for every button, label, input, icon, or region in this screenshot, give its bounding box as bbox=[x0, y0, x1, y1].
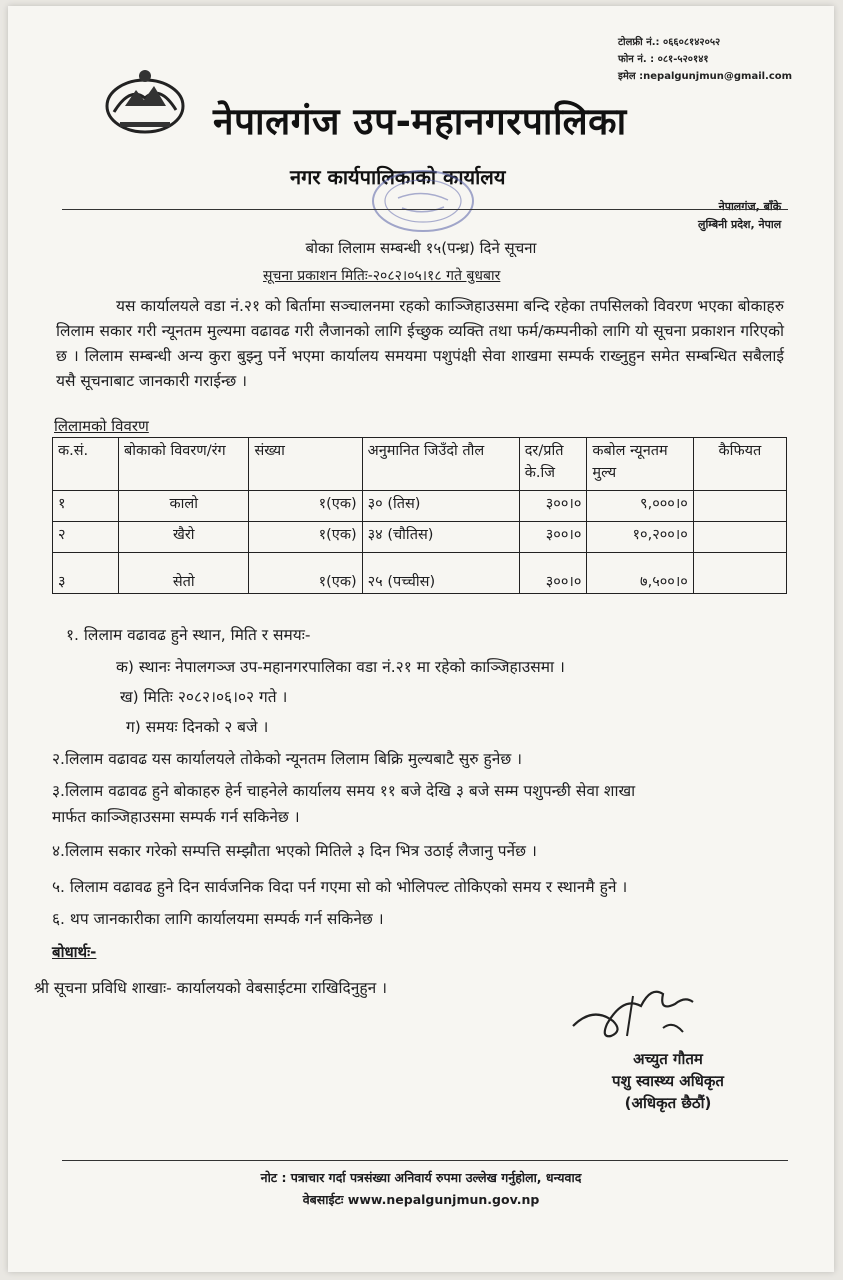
cell-rate: ३००।० bbox=[519, 553, 587, 594]
cell-serial: १ bbox=[53, 491, 119, 522]
cell-description: कालो bbox=[119, 491, 249, 522]
table-row bbox=[53, 553, 787, 594]
notice-title: बोका लिलाम सम्बन्धी १५(पन्ध्र) दिने सूचना bbox=[305, 239, 537, 257]
header-divider bbox=[62, 209, 788, 210]
cell-rate: ३००।० bbox=[519, 522, 587, 553]
table-caption: लिलामको विवरण bbox=[54, 417, 149, 435]
condition-1-place: क) स्थानः नेपालगञ्ज उप-महानगरपालिका वडा नं.२१ मा रहेको काञ्जिहाउसमा । bbox=[116, 658, 565, 676]
nepal-emblem-logo bbox=[100, 66, 190, 136]
signatory-block bbox=[568, 1048, 768, 1114]
organization-name: नेपालगंज उप-महानगरपालिका bbox=[213, 100, 627, 143]
condition-1-date: ख) मितिः २०८२।०६।०२ गते । bbox=[120, 688, 288, 706]
cell-weight: ३४ (चौतिस) bbox=[362, 522, 519, 553]
table-header-row bbox=[53, 438, 787, 491]
cc-heading: बोधार्थः- bbox=[52, 943, 97, 961]
cell-remarks bbox=[693, 491, 786, 522]
cell-quantity: १(एक) bbox=[249, 491, 362, 522]
office-address bbox=[698, 198, 781, 234]
address-city: नेपालगंज, बाँके bbox=[718, 200, 782, 213]
header-rate: दर/प्रति के.जि bbox=[519, 438, 587, 491]
condition-4: ४.लिलाम सकार गरेको सम्पत्ति सम्झौता भएको मितिले ३ दिन भित्र उठाई लैजानु पर्नेछ । bbox=[52, 842, 537, 860]
cell-remarks bbox=[693, 553, 786, 594]
publish-date: सूचना प्रकाशन मितिः-२०८२।०५।१८ गते बुधबार bbox=[263, 268, 501, 284]
auction-details-table bbox=[52, 437, 787, 594]
phone-number: फोन नं. : ०८१-५२०१४१ bbox=[618, 54, 709, 65]
tollfree-number: टोलफ्री नं.: ०६६०८१४२०५२ bbox=[618, 37, 721, 48]
cell-description: सेतो bbox=[119, 553, 249, 594]
condition-1-time: ग) समयः दिनको २ बजे । bbox=[126, 718, 269, 736]
cell-min-price: ७,५००।० bbox=[587, 553, 693, 594]
cell-rate: ३००।० bbox=[519, 491, 587, 522]
condition-6: ६. थप जानकारीका लागि कार्यालयमा सम्पर्क गर्न सकिनेछ । bbox=[52, 910, 384, 928]
notice-document bbox=[8, 6, 834, 1272]
contact-block bbox=[618, 34, 792, 85]
cell-weight: ३० (तिस) bbox=[362, 491, 519, 522]
cell-min-price: १०,२००।० bbox=[587, 522, 693, 553]
cell-min-price: ९,०००।० bbox=[587, 491, 693, 522]
header-min-price: कबोल न्यूनतम मुल्य bbox=[587, 438, 693, 491]
cell-serial: ३ bbox=[53, 553, 119, 594]
table-row bbox=[53, 522, 787, 553]
header-quantity: संख्या bbox=[249, 438, 362, 491]
office-stamp-icon bbox=[368, 166, 478, 236]
signatory-rank: (अधिकृत छैठौं) bbox=[624, 1094, 712, 1112]
footer-note: नोट : पत्राचार गर्दा पत्रसंख्या अनिवार्य रुपमा उल्लेख गर्नुहोला, धन्यवाद bbox=[260, 1170, 582, 1185]
cell-quantity: १(एक) bbox=[249, 553, 362, 594]
cell-remarks bbox=[693, 522, 786, 553]
header-serial: क.सं. bbox=[53, 438, 119, 491]
table-row bbox=[53, 491, 787, 522]
signatory-name: अच्युत गौतम bbox=[633, 1050, 703, 1068]
handwritten-signature bbox=[563, 976, 713, 1046]
header-remarks: कैफियत bbox=[693, 438, 786, 491]
cell-serial: २ bbox=[53, 522, 119, 553]
condition-2: २.लिलाम वढावढ यस कार्यालयले तोकेको न्यूनतम लिलाम बिक्रि मुल्यबाटै सुरु हुनेछ । bbox=[52, 750, 522, 768]
footer-website: वेबसाईटः www.nepalgunjmun.gov.np bbox=[302, 1192, 540, 1207]
signatory-title: पशु स्वास्थ्य अधिकृत bbox=[612, 1072, 724, 1090]
email-address: इमेल :nepalgunjmun@gmail.com bbox=[618, 71, 793, 82]
footer-divider bbox=[62, 1160, 788, 1161]
condition-3-line2: मार्फत काञ्जिहाउसमा सम्पर्क गर्न सकिनेछ । bbox=[52, 808, 300, 826]
header-description: बोकाको विवरण/रंग bbox=[119, 438, 249, 491]
office-name: नगर कार्यपालिकाको कार्यालय bbox=[290, 165, 506, 189]
address-province: लुम्बिनी प्रदेश, नेपाल bbox=[698, 218, 782, 231]
cc-line: श्री सूचना प्रविधि शाखाः- कार्यालयको वेबसाईटमा राखिदिनुहुन । bbox=[34, 979, 387, 997]
header-weight: अनुमानित जिउँदो तौल bbox=[362, 438, 519, 491]
condition-1: १. लिलाम वढावढ हुने स्थान, मिति र समयः- bbox=[66, 626, 311, 644]
cell-description: खैरो bbox=[119, 522, 249, 553]
cell-weight: २५ (पच्चीस) bbox=[362, 553, 519, 594]
condition-5: ५. लिलाम वढावढ हुने दिन सार्वजनिक विदा पर्न गएमा सो को भोलिपल्ट तोकिएको समय र स्थानमै हुने । bbox=[52, 878, 628, 896]
notice-body-text: यस कार्यालयले वडा नं.२१ को बिर्तामा सञ्चालनमा रहको काञ्जिहाउसमा बन्दि रहेका तपसिलको विवरण भएका बोकाहरु लिलाम सकार गरी न्यूनतम मुल्यमा वढावढ गरी लैजानको लागि ईच्छुक व्यक्ति तथा फर्म/कम्पनीको लागि यो सूचना प्रकाशन गरिएको छ । लिलाम सम्बन्धी अन्य कुरा बुझ्नु पर्ने भएमा कार्यालय समयमा पशुपंक्षी सेवा शाखमा सम्पर्क राख्नुहुन समेत सम्बन्धित सबैलाई यसै सूचनाबाट जानकारी गराईन्छ । bbox=[56, 297, 784, 390]
condition-3-line1: ३.लिलाम वढावढ हुने बोकाहरु हेर्न चाहनेले कार्यालय समय ११ बजे देखि ३ बजे सम्म पशुपन्छी सेवा शाखा bbox=[52, 782, 636, 800]
cell-quantity: १(एक) bbox=[249, 522, 362, 553]
notice-body bbox=[56, 294, 784, 394]
